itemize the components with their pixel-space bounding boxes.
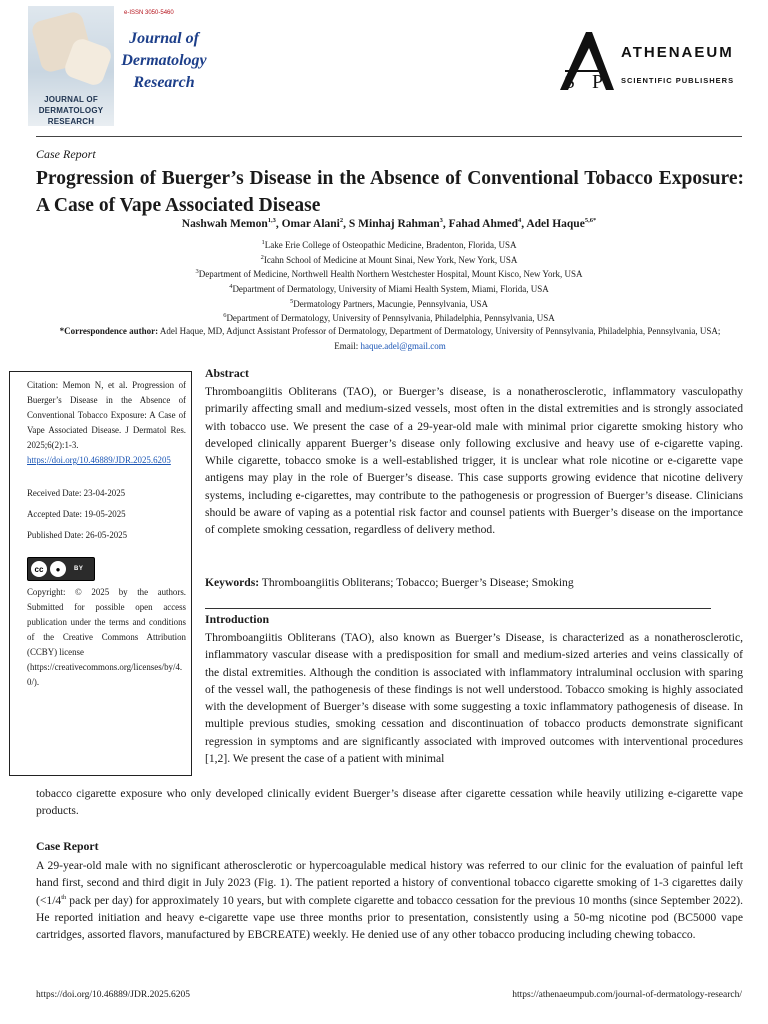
doi-link[interactable]: https://doi.org/10.46889/JDR.2025.6205 xyxy=(27,455,171,465)
affiliation-list xyxy=(36,238,742,326)
introduction-text: Thromboangiitis Obliterans (TAO), also known as Buerger’s Disease, is characterized as a nonatherosclerotic, inflammatory vascular disease with a predisposition for small and medium-sized arteries and veins classically of the distal extremities. Although the condition is associated with inflammatory intraluminal occlusion with sparing of the vessel wall, the pathogenesis of these findings is not well understood. Tobacco smoking is highly associated with the development of Buerger’s disease with some suggesting a toxic inflammatory pathogenesis of disease. In multiple previous studies, smoking cessation and discontinuation of tobacco products demonstrate significant regression in symptoms and are significantly associated with improved outcomes with interventional procedures [1,2]. We present the case of a patient with minimal xyxy=(205,631,743,766)
cc-icon: cc xyxy=(31,561,47,577)
athenaeum-logo-icon xyxy=(556,30,618,92)
author-affiliation-marker: 5,6* xyxy=(584,217,597,225)
journal-name: Journal of Dermatology Research xyxy=(121,30,207,91)
author-list xyxy=(36,218,742,230)
abstract-text: Thromboangiitis Obliterans (TAO), or Buerger’s disease, is a nonatherosclerotic, inflammatory vasculopathy primarily affecting small and medium-sized vessels, most often in the distal extremities and is strongly associated with tobacco use. We present the case of a 29-year-old male with minimal prior cigarette smoking history who developed clinically apparent Buerger’s disease only following exclusive and heavy use of e-cigarette vaping. While cigarette, tobacco smoke is a well-established trigger, it is unclear what role nicotine or e-cigarette vape antigens may play in the role of Buerger’s disease. This case supports growing evidence that nicotine delivery systems, including e-cigarettes, may contribute to the pathogenesis or progression of Buerger’s disease. Clinicians should be aware of vaping as a potential risk factor and counsel patients with Buerger’s disease on the importance of complete smoking cessation, regardless of delivery method. xyxy=(205,385,743,537)
copyright-text: Copyright: © 2025 by the authors. Submitted for possible open access publication under the terms and conditions of the Creative Commons Attribution (CCBY) license xyxy=(27,587,186,657)
citation-text: Citation: Memon N, et al. Progression of Buerger’s Disease in the Absence of Conventional Tobacco Exposure: A Case of Vape Associated Disease. J Dermatol Res. 2025;6(2):1-3. xyxy=(27,380,186,450)
citation-box xyxy=(9,371,192,776)
svg-text:P: P xyxy=(592,71,604,92)
affiliation-item xyxy=(36,297,742,312)
affiliation-text: Icahn School of Medicine at Mount Sinai, New York, New York, USA xyxy=(263,254,518,265)
person-icon: ● xyxy=(50,561,66,577)
affiliation-item xyxy=(36,282,742,297)
author-separator: , xyxy=(343,218,349,230)
affiliation-text: Lake Erie College of Osteopathic Medicine, Bradenton, Florida, USA xyxy=(264,240,517,250)
affiliation-number: 6 xyxy=(223,312,227,320)
footer-doi[interactable]: https://doi.org/10.46889/JDR.2025.6205 xyxy=(36,990,190,1000)
keywords-label: Keywords: xyxy=(205,576,260,589)
affiliation-text: Department of Medicine, Northwell Health Northern Westchester Hospital, Mount Kisco, New York, USA xyxy=(198,269,583,280)
correspondence-text: Adel Haque, MD, Adjunct Assistant Professor of Dermatology, Department of Dermatology, University of Pennsylvania, Philadelphia, Pennsylvania, USA; Email: xyxy=(158,326,721,351)
journal-cover-image xyxy=(28,6,114,126)
correspondence xyxy=(50,324,730,354)
article-type: Case Report xyxy=(36,147,96,161)
affiliation-text: Department of Dermatology, University of Pennsylvania, Philadelphia, Pennsylvania, USA xyxy=(226,313,555,324)
issn-label: e-ISSN 3050-5460 xyxy=(124,10,174,16)
affiliation-number: 1 xyxy=(261,239,265,246)
header-divider xyxy=(36,136,742,137)
author-affiliation-marker: 1,3 xyxy=(267,217,276,225)
abstract-heading: Abstract xyxy=(205,366,249,380)
correspondence-label: *Correspondence author: xyxy=(59,326,159,336)
affiliation-number: 4 xyxy=(229,283,233,291)
author-affiliation-marker: 2 xyxy=(339,217,344,225)
svg-text:S: S xyxy=(564,71,576,92)
cc-by-label: BY xyxy=(74,565,84,572)
license-url[interactable]: (https://creativecommons.org/licenses/by/4.0/). xyxy=(27,662,183,687)
section-divider xyxy=(205,608,711,609)
affiliation-number: 3 xyxy=(195,268,199,276)
cc-by-license-icon[interactable] xyxy=(27,557,95,581)
introduction-text-continued: tobacco cigarette exposure who only developed clinically evident Buerger’s disease after cigarette cessation while heavily utilizing e-cigarette vape products. xyxy=(36,787,743,818)
email-link[interactable]: haque.adel@gmail.com xyxy=(360,341,446,351)
cover-title: JOURNAL OF DERMATOLOGY RESEARCH xyxy=(38,95,104,126)
introduction-heading: Introduction xyxy=(205,612,270,626)
case-report-heading: Case Report xyxy=(36,839,99,853)
published-date: Published Date: 26-05-2025 xyxy=(27,530,128,540)
keywords xyxy=(205,576,743,589)
affiliation-text: Department of Dermatology, University of Miami Health System, Miami, Florida, USA xyxy=(232,284,549,295)
keywords-text: Thromboangiitis Obliterans; Tobacco; Buerger’s Disease; Smoking xyxy=(259,576,574,589)
article-title: Progression of Buerger’s Disease in the Absence of Conventional Tobacco Exposure: A Case of Vape Associated Disease xyxy=(36,168,744,216)
author-separator: , xyxy=(442,218,449,230)
affiliation-number: 2 xyxy=(260,253,264,261)
author-separator: , xyxy=(521,218,527,230)
author-name: Adel Haque xyxy=(526,218,585,230)
affiliation-text: Dermatology Partners, Macungie, Pennsylvania, USA xyxy=(293,298,488,309)
affiliation-item xyxy=(36,253,742,268)
affiliation-item xyxy=(36,267,742,282)
author-name: Omar Alani xyxy=(281,218,340,230)
superscript-th: th xyxy=(61,893,67,901)
author-name: S Minhaj Rahman xyxy=(348,218,440,230)
author-separator: , xyxy=(275,218,282,230)
publisher-subtitle: SCIENTIFIC PUBLISHERS xyxy=(621,76,735,85)
affiliation-item xyxy=(36,238,742,253)
author-name: Nashwah Memon xyxy=(181,218,268,230)
publisher-name: ATHENAEUM xyxy=(621,44,734,61)
footer-url[interactable]: https://athenaeumpub.com/journal-of-dermatology-research/ xyxy=(512,990,742,1000)
author-name: Fahad Ahmed xyxy=(448,218,518,230)
case-report-text xyxy=(36,857,743,943)
author-affiliation-marker: 4 xyxy=(517,217,522,225)
received-date: Received Date: 23-04-2025 xyxy=(27,488,126,498)
affiliation-number: 5 xyxy=(290,297,294,305)
author-affiliation-marker: 3 xyxy=(439,217,443,225)
case-text-part1: A 29-year-old male with no significant atherosclerotic or hypercoagulable medical history was referred to our clinic for the evaluation of painful left hand first, second and third digit in July 2023 (Fig. 1). The patient reported a history of conventional tobacco cigarette smoking of 1-3 cigarettes daily (<1/4 xyxy=(36,859,743,907)
accepted-date: Accepted Date: 19-05-2025 xyxy=(27,509,126,519)
case-text-part2: pack per day) for approximately 10 years, but with complete cigarette and tobacco cessation for the previous 10 months (since September 2022). He reported initiation and heavy e-cigarette vape use three months prior to presentation, consistently using a 50-mg nicotine pod (BC5000 vape cartridges, assorted flavors, manufactured by EBCREATE) weekly. He denied use of any other tobacco producing including chewing tobacco. xyxy=(36,893,743,942)
